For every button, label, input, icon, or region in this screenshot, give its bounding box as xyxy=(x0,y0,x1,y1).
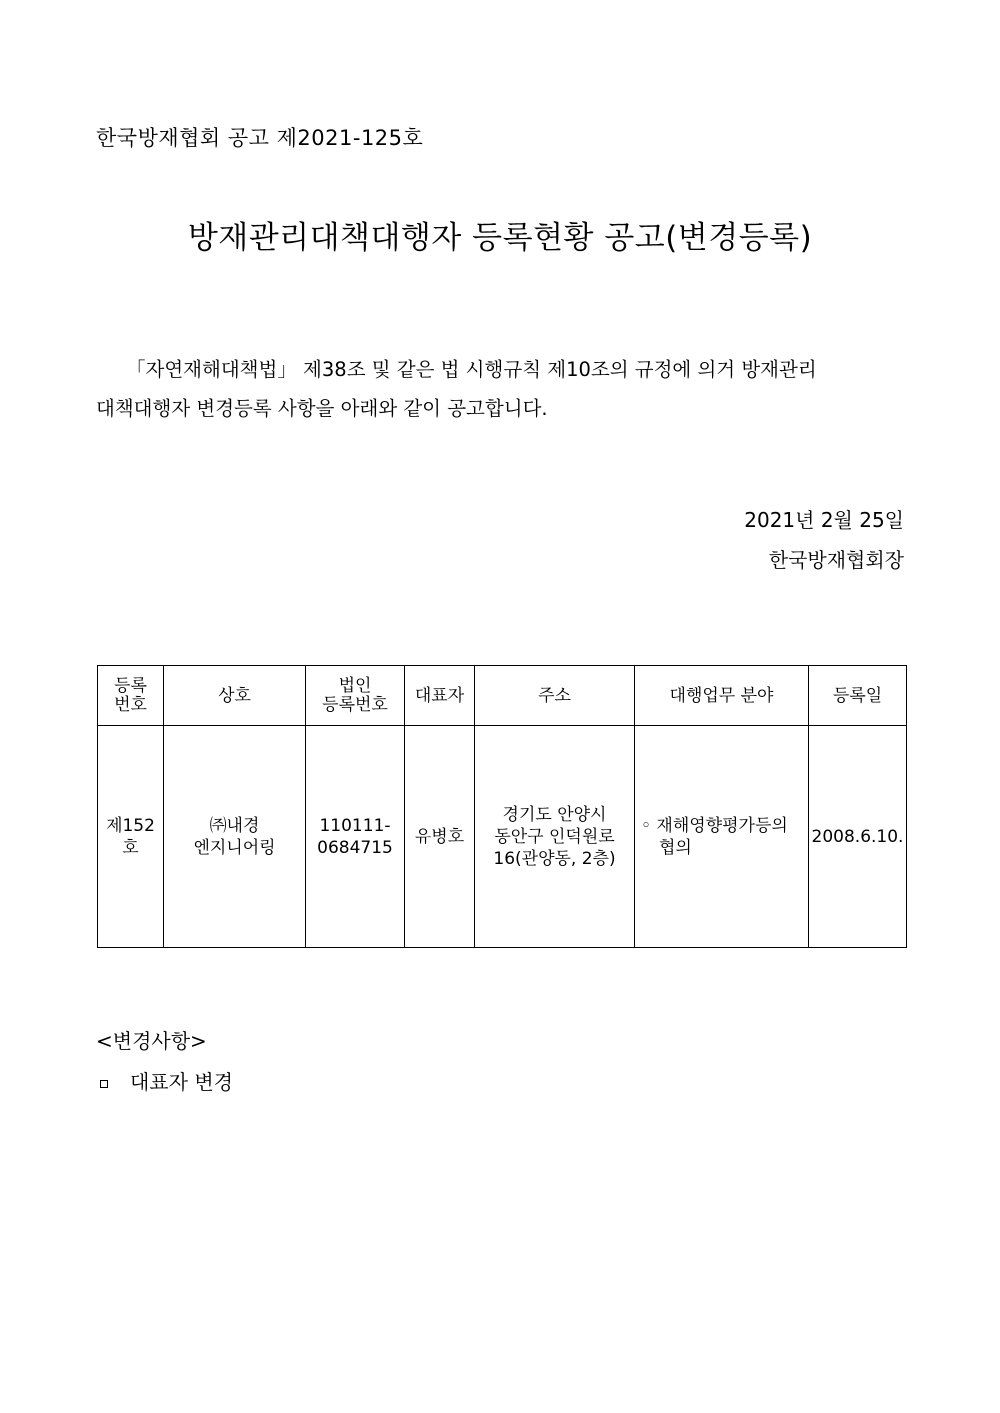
notice-body-line-1: 「자연재해대책법」 제38조 및 같은 법 시행규칙 제10조의 규정에 의거 방재관리 xyxy=(126,358,817,381)
cell-address xyxy=(475,726,635,948)
cell-company xyxy=(164,726,306,948)
notice-issuer: 한국방재협회장 xyxy=(768,548,904,572)
cell-corp-no-line-1: 110111- xyxy=(319,815,391,836)
cell-address-line-2: 동안구 인덕원로 xyxy=(494,826,615,847)
cell-reg-no: 제152호 xyxy=(98,726,164,948)
table-row xyxy=(98,726,907,948)
header-reg-date: 등록일 xyxy=(809,666,907,726)
header-representative: 대표자 xyxy=(405,666,475,726)
header-corp-no-line-2: 등록번호 xyxy=(322,694,388,715)
cell-reg-date: 2008.6.10. xyxy=(809,726,907,948)
header-company: 상호 xyxy=(164,666,306,726)
header-reg-no-line-1: 등록 xyxy=(114,675,147,696)
square-bullet-icon xyxy=(100,1080,108,1088)
header-corp-no xyxy=(306,666,405,726)
cell-representative: 유병호 xyxy=(405,726,475,948)
cell-corp-no xyxy=(306,726,405,948)
changes-item-text: 대표자 변경 xyxy=(130,1070,233,1094)
cell-address-line-3: 16(관양동, 2층) xyxy=(493,848,616,869)
cell-address-line-1: 경기도 안양시 xyxy=(502,804,607,825)
notice-body-line-2: 대책대행자 변경등록 사항을 아래와 같이 공고합니다. xyxy=(96,397,548,420)
cell-field xyxy=(635,726,809,948)
header-reg-no-line-2: 번호 xyxy=(114,694,147,715)
table-header-row xyxy=(98,666,907,726)
document-title: 방재관리대책대행자 등록현황 공고(변경등록) xyxy=(187,220,813,256)
notice-body xyxy=(96,350,906,428)
cell-company-line-1: ㈜내경 xyxy=(209,815,260,836)
changes-heading: <변경사항> xyxy=(96,1029,207,1053)
cell-corp-no-line-2: 0684715 xyxy=(317,837,393,858)
registration-table xyxy=(97,665,907,948)
header-address: 주소 xyxy=(475,666,635,726)
notice-date: 2021년 2월 25일 xyxy=(744,508,904,532)
changes-item xyxy=(100,1066,233,1095)
header-corp-no-line-1: 법인 xyxy=(338,675,372,696)
notice-number: 한국방재협회 공고 제2021-125호 xyxy=(96,126,424,150)
header-field: 대행업무 분야 xyxy=(635,666,809,726)
cell-field-line-1: ◦ 재해영향평가등의 xyxy=(641,815,788,836)
cell-company-line-2: 엔지니어링 xyxy=(193,837,276,858)
cell-field-line-2: 협의 xyxy=(659,837,692,858)
header-reg-no xyxy=(98,666,164,726)
